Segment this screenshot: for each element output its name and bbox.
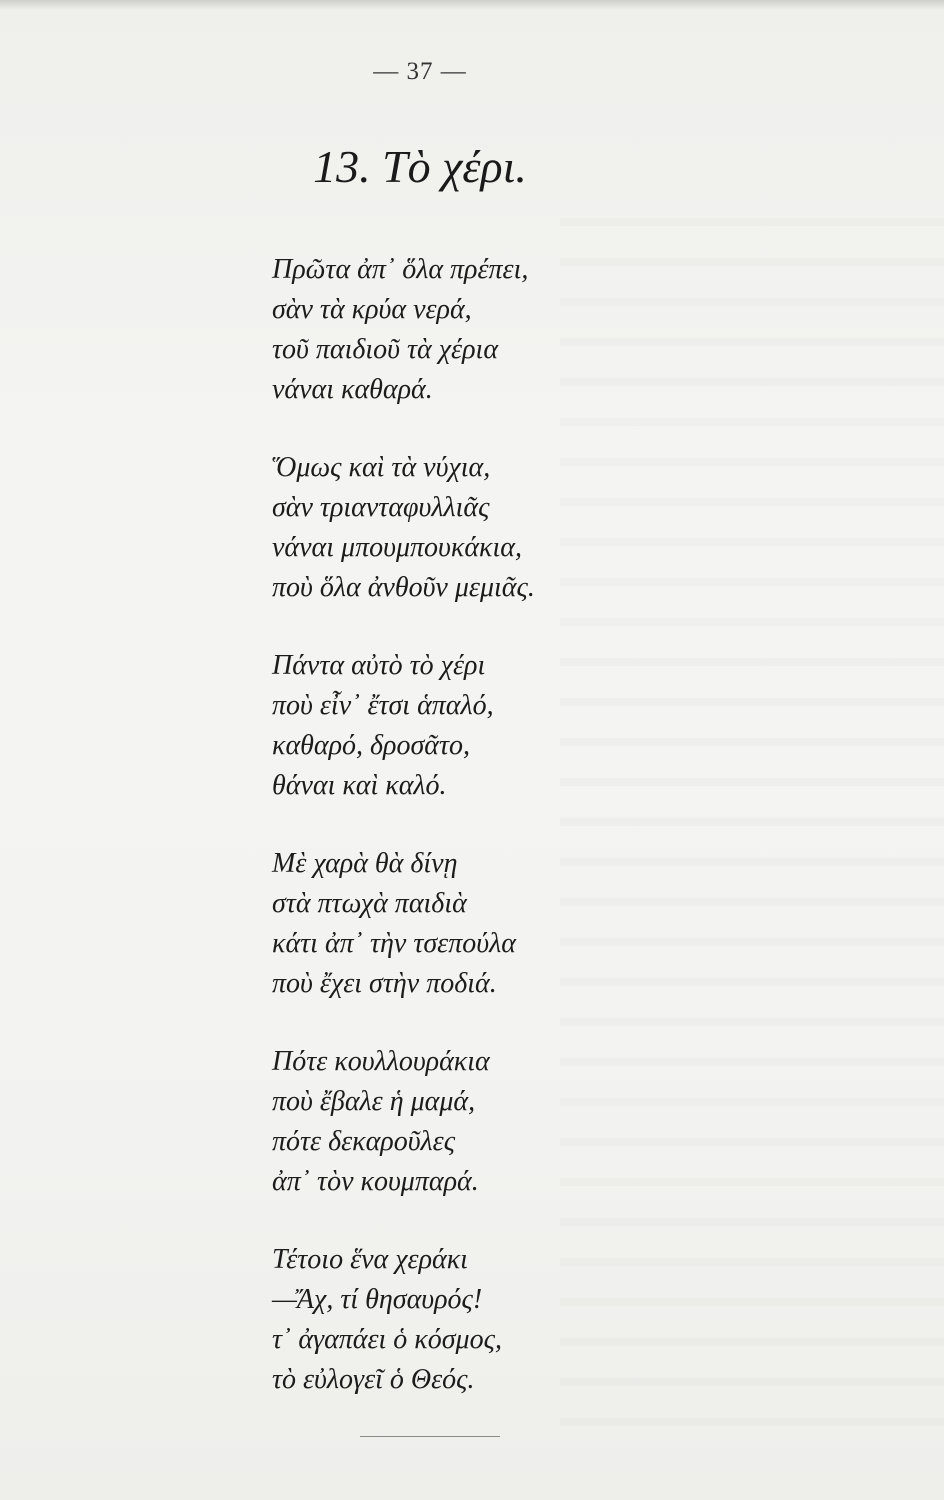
poem-line: τοῦ παιδιοῦ τὰ χέρια	[272, 334, 499, 365]
poem-line: Πάντα αὐτὸ τὸ χέρι	[272, 650, 486, 681]
poem-line: Μὲ χαρὰ θὰ δίνῃ	[272, 848, 458, 879]
poem-line: ποὺ εἶν᾿ ἔτσι ἁπαλό,	[272, 690, 494, 721]
poem-line: ποὺ ὅλα ἀνθοῦν μεμιᾶς.	[272, 572, 535, 603]
poem-line: —Ἄχ, τί θησαυρός!	[272, 1284, 483, 1315]
poem-line: ποὺ ἔχει στὴν ποδιά.	[272, 968, 497, 999]
poem-line: Τέτοιο ἕνα χεράκι	[272, 1244, 468, 1275]
poem-line: πότε δεκαροῦλες	[272, 1126, 456, 1157]
poem-line: τὸ εὐλογεῖ ὁ Θεός.	[272, 1364, 475, 1395]
stanza-4	[272, 844, 772, 1042]
stanza-5	[272, 1042, 772, 1240]
poem-line: τ᾿ ἀγαπάει ὁ κόσμος,	[272, 1324, 502, 1355]
poem-line: Πότε κουλλουράκια	[272, 1046, 490, 1077]
poem-body	[272, 250, 772, 1438]
poem-line: Πρῶτα ἀπ᾿ ὅλα πρέπει,	[272, 254, 529, 285]
poem-line: ποὺ ἔβαλε ἡ μαμά,	[272, 1086, 476, 1117]
poem-line: νάναι μπουμπουκάκια,	[272, 532, 522, 563]
poem-line: Ὅμως καὶ τὰ νύχια,	[272, 452, 491, 483]
poem-line: ἀπ᾿ τὸν κουμπαρά.	[272, 1166, 479, 1197]
poem-line: κάτι ἀπ᾿ τὴν τσεπούλα	[272, 928, 516, 959]
poem-line: σὰν τὰ κρύα νερά,	[272, 294, 472, 325]
poem-line: στὰ πτωχὰ παιδιὰ	[272, 888, 467, 919]
page-top-edge	[0, 0, 944, 10]
poem-line: καθαρό, δροσᾶτο,	[272, 730, 471, 761]
poem-line: νάναι καθαρά.	[272, 374, 433, 405]
end-divider-rule	[360, 1436, 500, 1437]
poem-line: σὰν τριανταφυλλιᾶς	[272, 492, 490, 523]
poem-line: θάναι καὶ καλό.	[272, 770, 447, 801]
stanza-3	[272, 646, 772, 844]
poem-title: 13. Τὸ χέρι.	[313, 141, 527, 192]
stanza-6	[272, 1240, 772, 1438]
stanza-2	[272, 448, 772, 646]
page-number: — 37 —	[373, 58, 467, 85]
stanza-1	[272, 250, 772, 448]
